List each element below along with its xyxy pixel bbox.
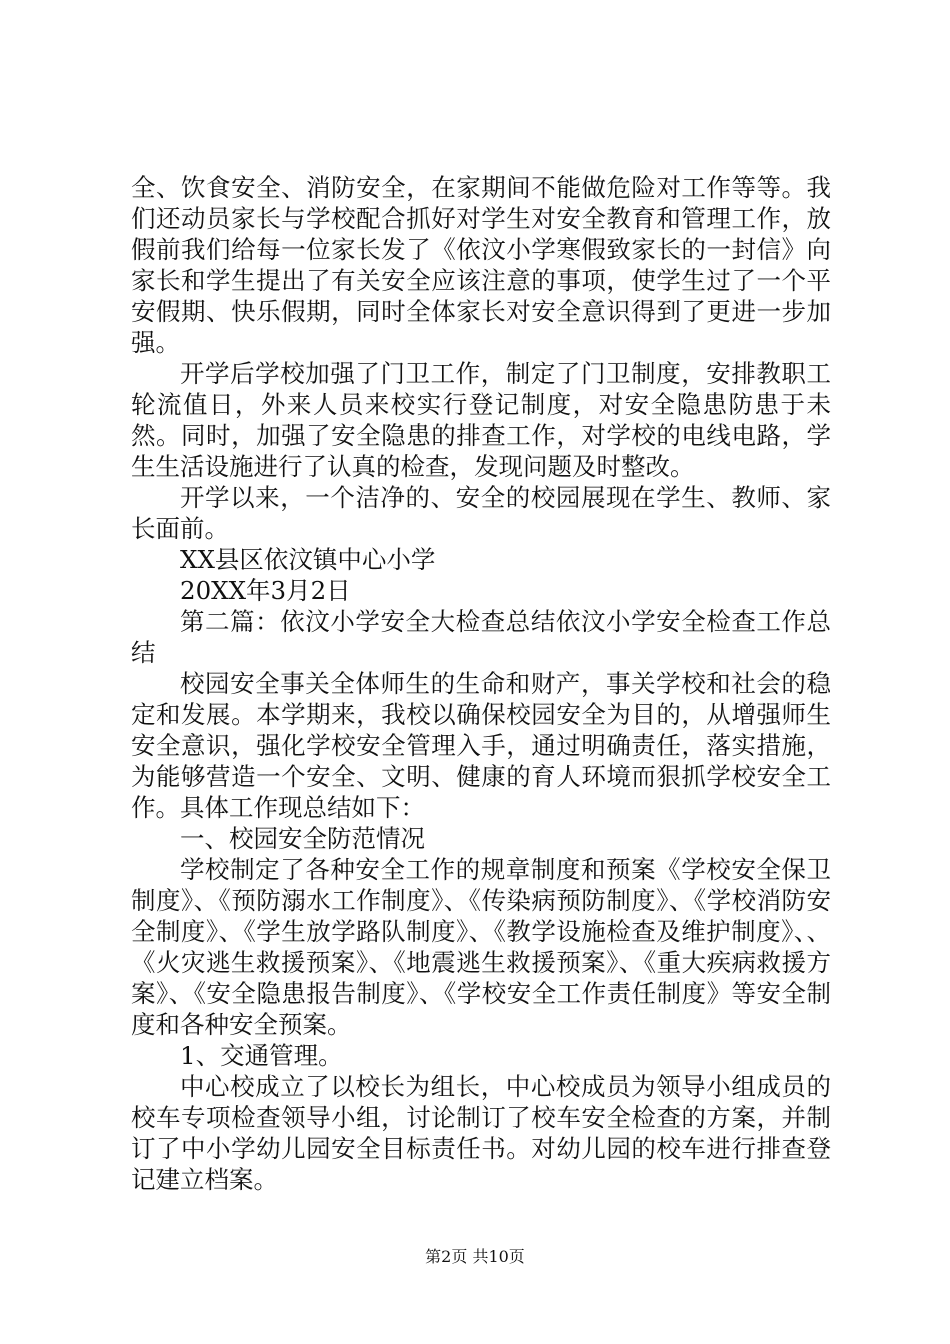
page-number: 第2页 共10页 [425,1247,525,1266]
paragraph-school-bus: 中心校成立了以校长为组长，中心校成员为领导小组成员的校车专项检查领导小组，讨论制订了校车安全检查的方案，并制订了中小学幼儿园安全目标责任书。对幼儿园的校车进行排查登记建立档案。 [131,1072,831,1194]
document-body [131,172,831,1195]
signature-date: 20XX年3月2日 [180,576,351,605]
paragraph-intro: 校园安全事关全体师生的生命和财产，事关学校和社会的稳定和发展。本学期来，我校以确保校园安全为目的，从增强师生安全意识，强化学校安全管理入手，通过明确责任，落实措施，为能够营造一个安全、文明、健康的育人环境而狠抓学校安全工作。具体工作现总结如下： [131,669,831,822]
paragraph-regulations: 学校制定了各种安全工作的规章制度和预案《学校安全保卫制度》、《预防溺水工作制度》、《传染病预防制度》、《学校消防安全制度》、《学生放学路队制度》、《教学设施检查及维护制度》、、《火灾逃生救援预案》、《地震逃生救援预案》、《重大疾病救援方案》、《安全隐患报告制度》、《学校安全工作责任制度》等安全制度和各种安全预案。 [131,855,831,1039]
section-title: 第二篇：依汶小学安全大检查总结依汶小学安全检查工作总结 [131,607,831,667]
paragraph-gate-security: 开学后学校加强了门卫工作，制定了门卫制度，安排教职工轮流值日，外来人员来校实行登记制度，对安全隐患防患于未然。同时，加强了安全隐患的排查工作，对学校的电线电路，学生生活设施进行了认真的检查，发现问题及时整改。 [131,359,831,481]
heading-campus-safety: 一、校园安全防范情况 [180,824,425,853]
signature-school-name: XX县区依汶镇中心小学 [180,545,436,574]
paragraph-continuation: 全、饮食安全、消防安全，在家期间不能做危险对工作等等。我们还动员家长与学校配合抓好对学生对安全教育和管理工作，放假前我们给每一位家长发了《依汶小学寒假致家长的一封信》向家长和学生提出了有关安全应该注意的事项，使学生过了一个平安假期、快乐假期，同时全体家长对安全意识得到了更进一步加强。 [131,173,831,357]
paragraph-campus-summary: 开学以来，一个洁净的、安全的校园展现在学生、教师、家长面前。 [131,483,831,543]
heading-traffic-management: 1、交通管理。 [180,1041,343,1070]
